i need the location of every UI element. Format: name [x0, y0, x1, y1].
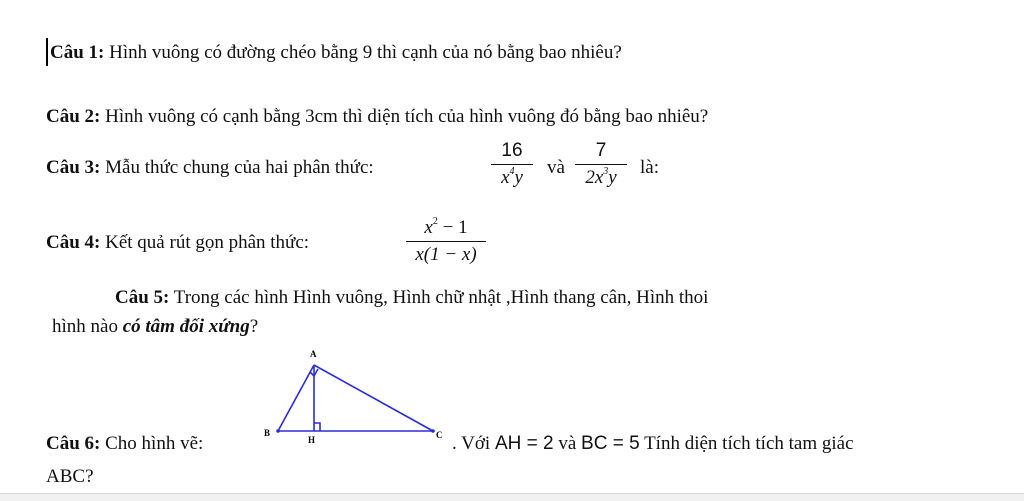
question-2-text: Hình vuông có cạnh bằng 3cm thì diện tích của hình vuông đó bằng bao nhiêu?: [100, 106, 709, 127]
fraction-4-denominator: x(1 − x): [415, 244, 477, 265]
question-3: [46, 157, 374, 179]
question-6-label: Câu 6:: [46, 433, 101, 454]
question-4-text: Kết quả rút gọn phân thức:: [100, 232, 310, 253]
fraction-2-bar: [575, 164, 627, 165]
right-angle-mark-h: [314, 423, 320, 431]
question-5-line-2: hình nào có tâm đối xứng?: [52, 316, 259, 337]
question-3-tail: là:: [640, 157, 659, 178]
text-cursor: [46, 38, 48, 66]
emphasis-text: có tâm đối xứng: [122, 316, 250, 337]
vertex-h-label: H: [308, 435, 316, 445]
fraction-2-denominator: $2x^3y$: [585, 166, 617, 188]
segment-ac: [314, 365, 433, 431]
vertex-c-label: C: [436, 430, 443, 440]
vertex-a-label: A: [310, 349, 317, 359]
question-5-label: Câu 5:: [115, 287, 170, 308]
segment-ab: [278, 365, 314, 431]
question-5: [115, 287, 708, 309]
fraction-16-over-x4y: [491, 140, 533, 189]
triangle-figure: [258, 348, 458, 448]
vertex-b-label: B: [264, 428, 271, 438]
fraction-2-numerator: 7: [595, 140, 607, 161]
fraction-7-over-2x3y: [575, 140, 627, 189]
fraction-simplify: [406, 217, 486, 266]
question-2: [46, 106, 708, 128]
fraction-1-bar: [491, 164, 533, 165]
question-6: [46, 433, 203, 455]
question-6-text: Cho hình vẽ:: [100, 433, 204, 454]
fraction-1-denominator: $x^4y$: [501, 166, 523, 188]
question-5-text: Trong các hình Hình vuông, Hình chữ nhật ,Hình thang cân, Hình thoi: [169, 287, 709, 308]
question-3-label: Câu 3:: [46, 157, 101, 178]
question-4: [46, 232, 309, 254]
question-6-line-2: ABC?: [46, 466, 94, 487]
question-4-label: Câu 4:: [46, 232, 101, 253]
math-bc: BC = 5: [581, 433, 640, 454]
question-1-label: Câu 1:: [50, 42, 105, 63]
question-6-conditions: . Với AH = 2 và BC = 5 Tính diện tích tích tam giác: [452, 433, 854, 454]
question-3-text: Mẫu thức chung của hai phân thức:: [100, 157, 374, 178]
fraction-4-numerator: $x^2 - 1$: [424, 216, 468, 238]
fraction-4-bar: [406, 241, 486, 242]
question-1-text: Hình vuông có đường chéo bằng 9 thì cạnh của nó bằng bao nhiêu?: [104, 42, 622, 63]
math-ah: AH = 2: [494, 433, 554, 454]
fraction-1-numerator: 16: [501, 140, 523, 161]
question-2-label: Câu 2:: [46, 106, 101, 127]
question-3-connector: và: [547, 157, 565, 178]
question-1: [50, 42, 622, 64]
